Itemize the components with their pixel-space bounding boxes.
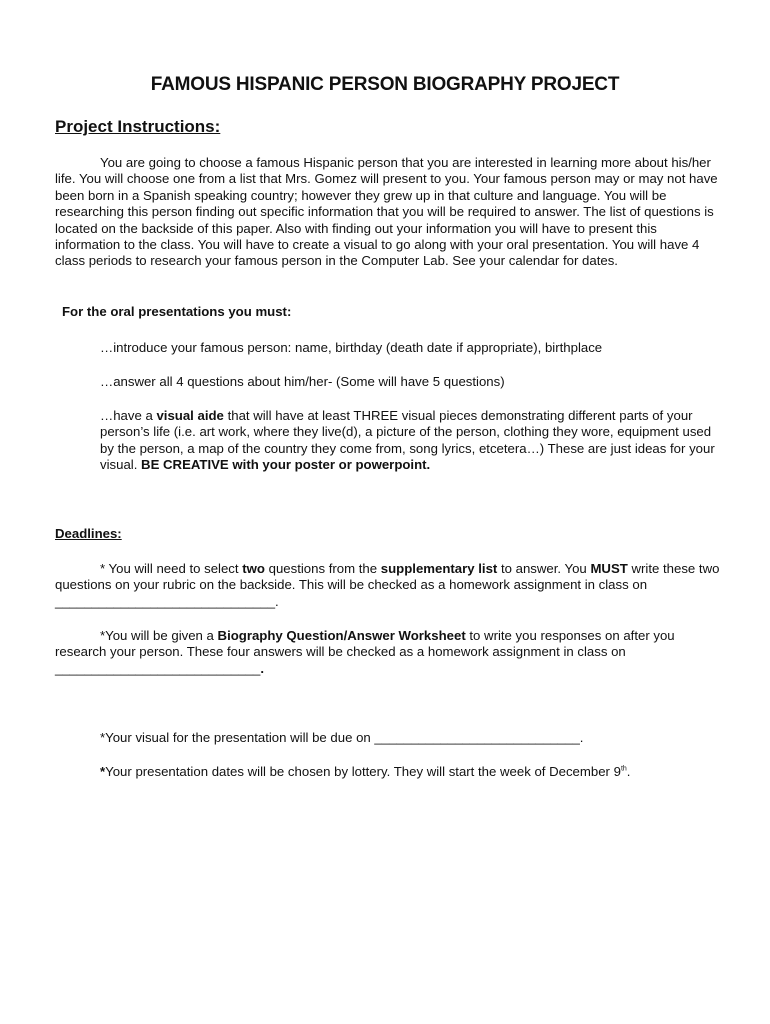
ordinal-suffix: th [620, 765, 627, 773]
deadline-worksheet [55, 628, 720, 677]
two-emphasis: two [242, 561, 265, 576]
be-creative-emphasis: BE CREATIVE with your poster or powerpoint. [141, 457, 431, 473]
deadline-text: * You will need to select [100, 561, 243, 576]
deadline-text: *You will be given a [100, 628, 218, 643]
deadlines-heading: Deadlines: [55, 526, 122, 541]
oral-heading: For the oral presentations you must: [62, 304, 292, 319]
intro-paragraph: You are going to choose a famous Hispanic person that you are interested in learning more about his/her life. You will choose one from a list that Mrs. Gomez will present to you. Your famous person may or may not have been born in a Spanish speaking country; however they grew up in that culture and language. You will be researching this person finding out specific information that you will be required to answer. The list of questions is located on the backside of this paper. Also with finding out your information you will have to present this information to the class. You will have to create a visual to go along with your oral presentation. You will have 4 class periods to research your famous person in the Computer Lab. See your calendar for dates. [55, 155, 718, 269]
oral-item-visual [100, 408, 720, 474]
supplementary-list-emphasis: supplementary list [380, 561, 498, 576]
visual-aide-emphasis: visual aide [156, 408, 224, 423]
asterisk-emphasis: * [100, 764, 106, 779]
deadline-text: to write you responses on after you research your person. These four answers will be checked as a homework assignment in class on ____________________________ [55, 628, 675, 676]
deadline-text: Your presentation dates will be chosen by lottery. They will start the week of December 9 [105, 764, 621, 779]
deadline-text: to answer. You [497, 561, 591, 576]
deadline-text: . [626, 764, 631, 779]
deadline-presentation [55, 764, 720, 780]
deadline-text: write these two questions on your rubric on the backside. This will be checked as a homework assignment in class on ______________________________. [55, 561, 720, 609]
oral-item-visual-text: that will have at least THREE visual pieces demonstrating different parts of your person’s life (i.e. art work, where they live(d), a picture of the person, clothing they wore, equipment used by the person, a map of the country they come from, song lyrics, etcetera…) These are just ideas for your visual. [100, 408, 715, 473]
deadline-visual: *Your visual for the presentation will be due on ____________________________. [100, 730, 584, 745]
instructions-heading: Project Instructions: [55, 117, 221, 136]
oral-item-introduce: …introduce your famous person: name, birthday (death date if appropriate), birthplace [100, 340, 603, 355]
worksheet-emphasis: Biography Question/Answer Worksheet [217, 628, 466, 643]
deadline-text: questions from the [264, 561, 381, 576]
deadline-questions [55, 561, 720, 610]
must-emphasis: MUST [590, 561, 628, 576]
page-title: FAMOUS HISPANIC PERSON BIOGRAPHY PROJECT [150, 74, 620, 95]
oral-item-questions: …answer all 4 questions about him/her- (Some will have 5 questions) [100, 374, 505, 389]
deadline-period: . [260, 660, 265, 676]
oral-item-visual-text: …have a [100, 408, 157, 423]
